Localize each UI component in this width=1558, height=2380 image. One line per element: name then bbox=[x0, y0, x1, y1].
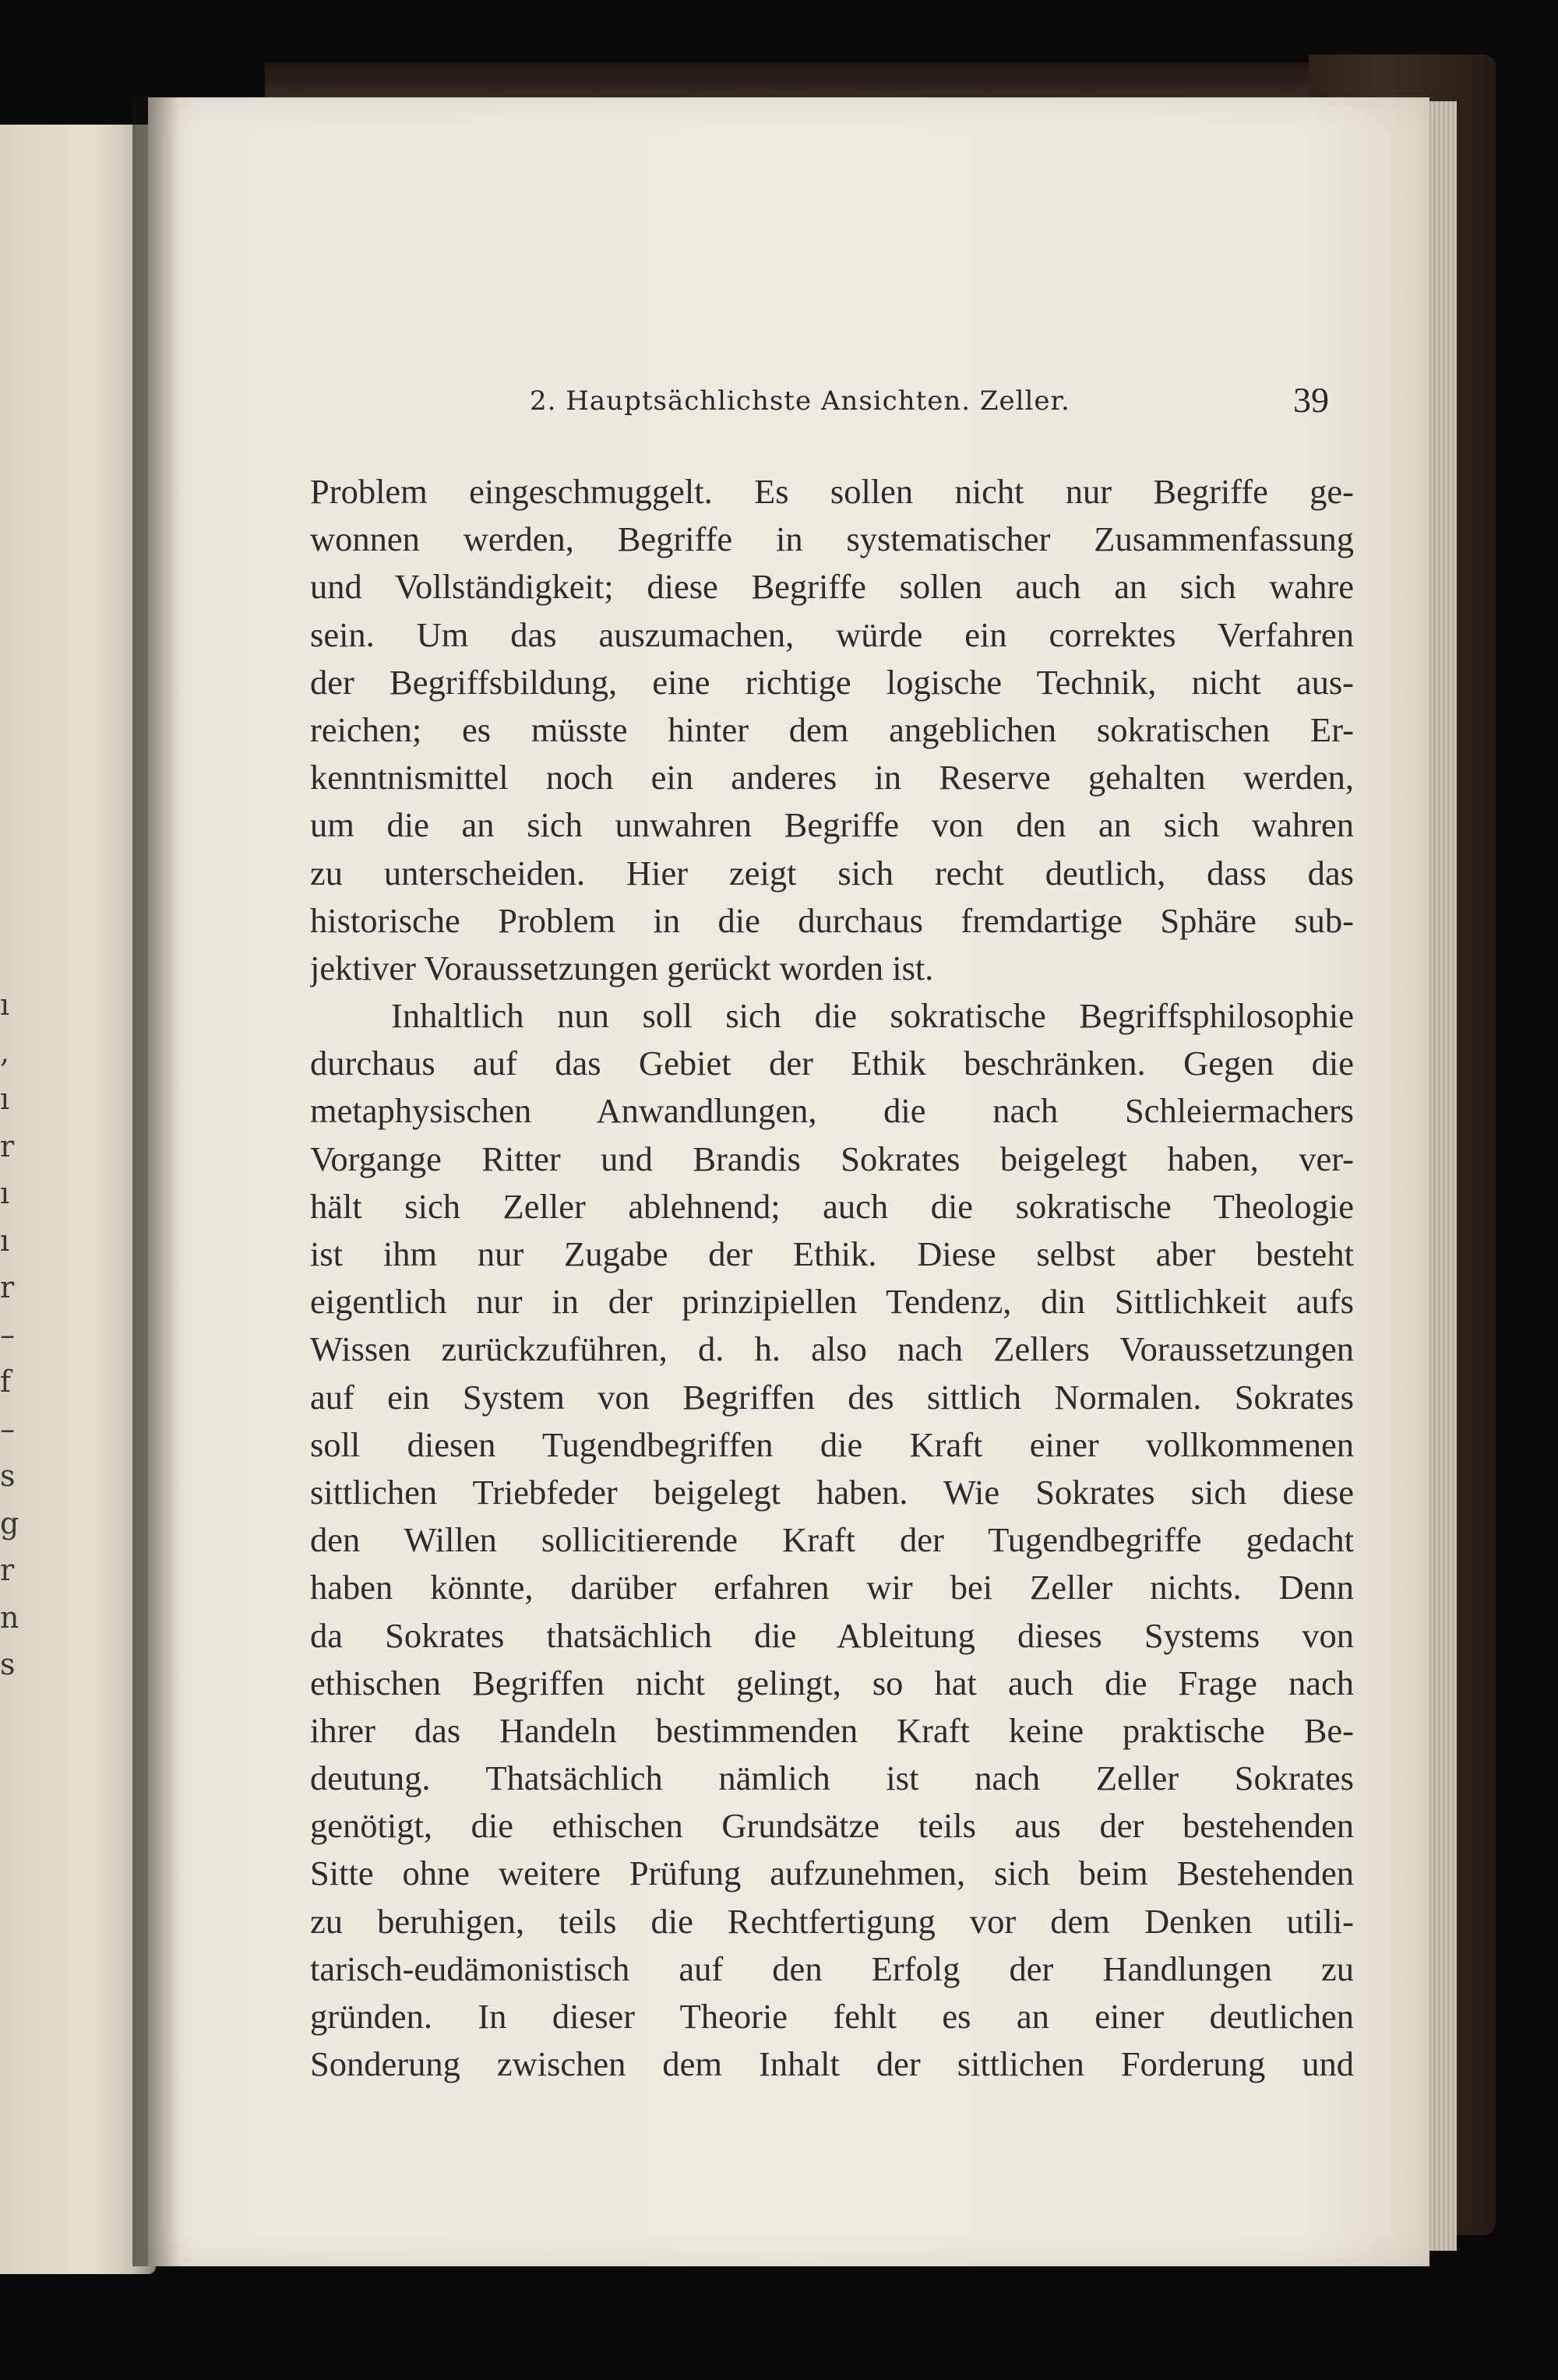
text-line: sein. Um das auszumachen, würde ein correktes Verfahren bbox=[310, 614, 1354, 654]
text-line: soll diesen Tugendbegriffen die Kraft einer vollkommenen bbox=[310, 1424, 1354, 1464]
page-stack-edge bbox=[1426, 101, 1457, 2251]
margin-char: – bbox=[0, 1411, 15, 1446]
margin-char: – bbox=[0, 1317, 15, 1352]
text-line: auf ein System von Begriffen des sittlich Normalen. Sokrates bbox=[310, 1377, 1354, 1417]
text-line: hält sich Zeller ablehnend; auch die sokratische Theologie bbox=[310, 1186, 1354, 1226]
left-page-margin-text bbox=[0, 981, 23, 1688]
margin-char: g bbox=[0, 1505, 19, 1540]
text-line: Inhaltlich nun soll sich die sokratische Begriffsphilosophie bbox=[391, 996, 1354, 1036]
text-line: durchaus auf das Gebiet der Ethik beschränken. Gegen die bbox=[310, 1044, 1354, 1083]
text-line: sittlichen Triebfeder beigelegt haben. Wie Sokrates sich diese bbox=[310, 1472, 1354, 1512]
margin-char: s bbox=[0, 1647, 16, 1681]
text-line: Wissen zurückzuführen, d. h. also nach Zellers Voraussetzungen bbox=[310, 1329, 1354, 1369]
text-line: haben könnte, darüber erfahren wir bei Zeller nichts. Denn bbox=[310, 1568, 1354, 1607]
text-line: tarisch-eudämonistisch auf den Erfolg der Handlungen zu bbox=[310, 1949, 1354, 1988]
text-line: Sitte ohne weitere Prüfung aufzunehmen, sich beim Bestehenden bbox=[310, 1854, 1354, 1893]
margin-char: s bbox=[0, 1459, 16, 1493]
margin-char: , bbox=[0, 1034, 10, 1069]
text-line: der Begriffsbildung, eine richtige logische Technik, nicht aus- bbox=[310, 662, 1354, 702]
text-line: deutung. Thatsächlich nämlich ist nach Zeller Sokrates bbox=[310, 1759, 1354, 1798]
text-line: kenntnismittel noch ein anderes in Reserve gehalten werden, bbox=[310, 758, 1354, 797]
margin-char: ı bbox=[0, 1176, 10, 1210]
text-line: den Willen sollicitierende Kraft der Tugendbegriffe gedacht bbox=[310, 1520, 1354, 1560]
text-line: gründen. In dieser Theorie fehlt es an einer deutlichen bbox=[310, 1997, 1354, 2036]
margin-char: n bbox=[0, 1600, 19, 1635]
text-line: wonnen werden, Begriffe in systematischer Zusammenfassung bbox=[310, 519, 1354, 559]
margin-char: f bbox=[0, 1364, 12, 1399]
text-line: ist ihm nur Zugabe der Ethik. Diese selbst aber besteht bbox=[310, 1234, 1354, 1273]
margin-char: ı bbox=[0, 988, 10, 1022]
margin-char: r bbox=[0, 1128, 15, 1164]
book-page bbox=[148, 97, 1429, 2266]
page-number: 39 bbox=[1293, 380, 1329, 420]
margin-char: ı bbox=[0, 1223, 10, 1258]
text-line: ethischen Begriffen nicht gelingt, so hat auch die Frage nach bbox=[310, 1663, 1354, 1702]
text-line: da Sokrates thatsächlich die Ableitung dieses Systems von bbox=[310, 1615, 1354, 1655]
text-line: reichen; es müsste hinter dem angeblichen sokratischen Er- bbox=[310, 709, 1354, 749]
gutter-shadow bbox=[132, 97, 179, 2266]
running-head: 2. Hauptsächlichste Ansichten. Zeller. bbox=[530, 386, 1070, 417]
text-line: historische Problem in die durchaus fremdartige Sphäre sub- bbox=[310, 900, 1354, 940]
text-line: zu beruhigen, teils die Rechtfertigung vor dem Denken utili- bbox=[310, 1901, 1354, 1941]
margin-char: r bbox=[0, 1270, 15, 1304]
text-line: um die an sich unwahren Begriffe von den an sich wahren bbox=[310, 805, 1354, 845]
text-line: Sonderung zwischen dem Inhalt der sittlichen Forderung und bbox=[310, 2044, 1354, 2084]
text-line: Vorgange Ritter und Brandis Sokrates beigelegt haben, ver- bbox=[310, 1139, 1354, 1178]
margin-char: r bbox=[0, 1553, 15, 1587]
text-line: zu unterscheiden. Hier zeigt sich recht deutlich, dass das bbox=[310, 853, 1354, 892]
text-line: jektiver Voraussetzungen gerückt worden ist. bbox=[310, 948, 934, 988]
text-line: genötigt, die ethischen Grundsätze teils aus der bestehenden bbox=[310, 1806, 1354, 1846]
body-text bbox=[310, 468, 1354, 2088]
margin-char: ı bbox=[0, 1082, 10, 1116]
text-line: metaphysischen Anwandlungen, die nach Schleiermachers bbox=[310, 1091, 1354, 1131]
text-line: ihrer das Handeln bestimmenden Kraft keine praktische Be- bbox=[310, 1710, 1354, 1750]
text-line: eigentlich nur in der prinzipiellen Tendenz, din Sittlichkeit aufs bbox=[310, 1282, 1354, 1322]
text-line: Problem eingeschmuggelt. Es sollen nicht nur Begriffe ge- bbox=[310, 472, 1354, 511]
text-line: und Vollständigkeit; diese Begriffe sollen auch an sich wahre bbox=[310, 567, 1354, 607]
